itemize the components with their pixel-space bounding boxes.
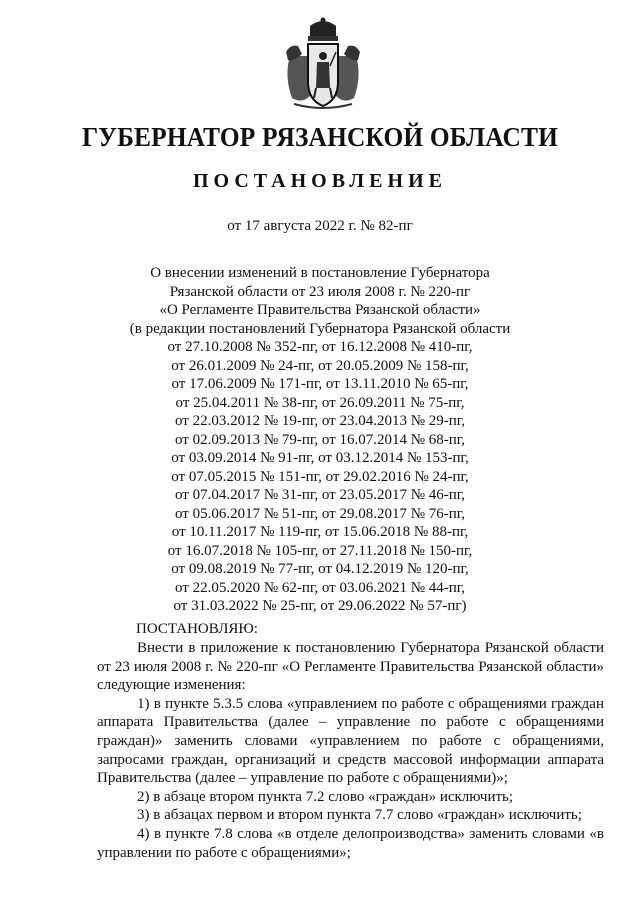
subject-line: от 27.10.2008 № 352-пг, от 16.12.2008 № 410-пг, bbox=[167, 339, 473, 355]
subject-line: от 26.01.2009 № 24-пг, от 20.05.2009 № 158-пг, bbox=[171, 357, 469, 374]
subject-line: от 17.06.2009 № 171-пг, от 13.11.2010 № 65-пг, bbox=[171, 376, 469, 392]
subject-line: от 02.09.2013 № 79-пг, от 16.07.2014 № 68-пг, bbox=[174, 431, 466, 448]
issuing-authority: ГУБЕРНАТОР РЯЗАНСКОЙ ОБЛАСТИ bbox=[81, 122, 559, 152]
subject-line: от 16.07.2018 № 105-пг, от 27.11.2018 № 150-пг, bbox=[167, 542, 473, 559]
subject-line: от 22.03.2012 № 19-пг, от 23.04.2013 № 29-пг, bbox=[174, 413, 466, 429]
body-paragraph: 1) в пункте 5.3.5 слова «управлением по работе с обращениями граждан аппарата Правительства (далее – управление по работе с обращениями граждан)» заменить словами «управлением по работе с обращениями, запросами граждан, организаций и средств массовой информации аппарата Правительства (далее – управление по работе с обращениями)»; bbox=[97, 695, 604, 787]
coat-of-arms-icon bbox=[280, 16, 366, 112]
subject-line: от 07.05.2015 № 151-пг, от 29.02.2016 № 24-пг, bbox=[171, 468, 469, 485]
subject-line: «О Регламенте Правительства Рязанской области» bbox=[159, 302, 481, 318]
subject-line: (в редакции постановлений Губернатора Рязанской области bbox=[129, 320, 511, 337]
subject-line: от 22.05.2020 № 62-пг, от 03.06.2021 № 44-пг, bbox=[174, 579, 466, 596]
subject-line: от 31.03.2022 № 25-пг, от 29.06.2022 № 57-пг) bbox=[173, 598, 467, 614]
document-date-number: от 17 августа 2022 г. № 82-пг bbox=[227, 218, 413, 234]
subject-line: Рязанской области от 23 июля 2008 г. № 220-пг bbox=[169, 283, 471, 300]
document-subject bbox=[0, 264, 640, 616]
subject-line: от 09.08.2019 № 77-пг, от 04.12.2019 № 120-пг, bbox=[171, 561, 469, 577]
body-paragraph: 2) в абзаце втором пункта 7.2 слово «граждан» исключить; bbox=[137, 788, 514, 805]
body-paragraph: 4) в пункте 7.8 слова «в отделе делопроизводства» заменить словами «в управлении по работе с обращениями»; bbox=[97, 825, 604, 861]
subject-line: от 03.09.2014 № 91-пг, от 03.12.2014 № 153-пг, bbox=[171, 450, 469, 466]
subject-line: от 25.04.2011 № 38-пг, от 26.09.2011 № 75-пг, bbox=[175, 394, 465, 411]
body-paragraph: 3) в абзацах первом и втором пункта 7.7 слово «граждан» исключить; bbox=[137, 807, 582, 824]
document-body bbox=[97, 639, 604, 862]
subject-line: от 10.11.2017 № 119-пг, от 15.06.2018 № 88-пг, bbox=[171, 524, 469, 540]
ordains-heading: ПОСТАНОВЛЯЮ: bbox=[136, 621, 258, 637]
body-paragraph: Внести в приложение к постановлению Губернатора Рязанской области от 23 июля 2008 г. № 220-пг «О Регламенте Правительства Рязанской области» следующие изменения: bbox=[97, 640, 604, 694]
subject-line: от 05.06.2017 № 51-пг, от 29.08.2017 № 76-пг, bbox=[174, 505, 466, 522]
document-type: ПОСТАНОВЛЕНИЕ bbox=[193, 170, 447, 192]
subject-line: О внесении изменений в постановление Губернатора bbox=[150, 265, 490, 281]
subject-line: от 07.04.2017 № 31-пг, от 23.05.2017 № 46-пг, bbox=[174, 487, 466, 503]
